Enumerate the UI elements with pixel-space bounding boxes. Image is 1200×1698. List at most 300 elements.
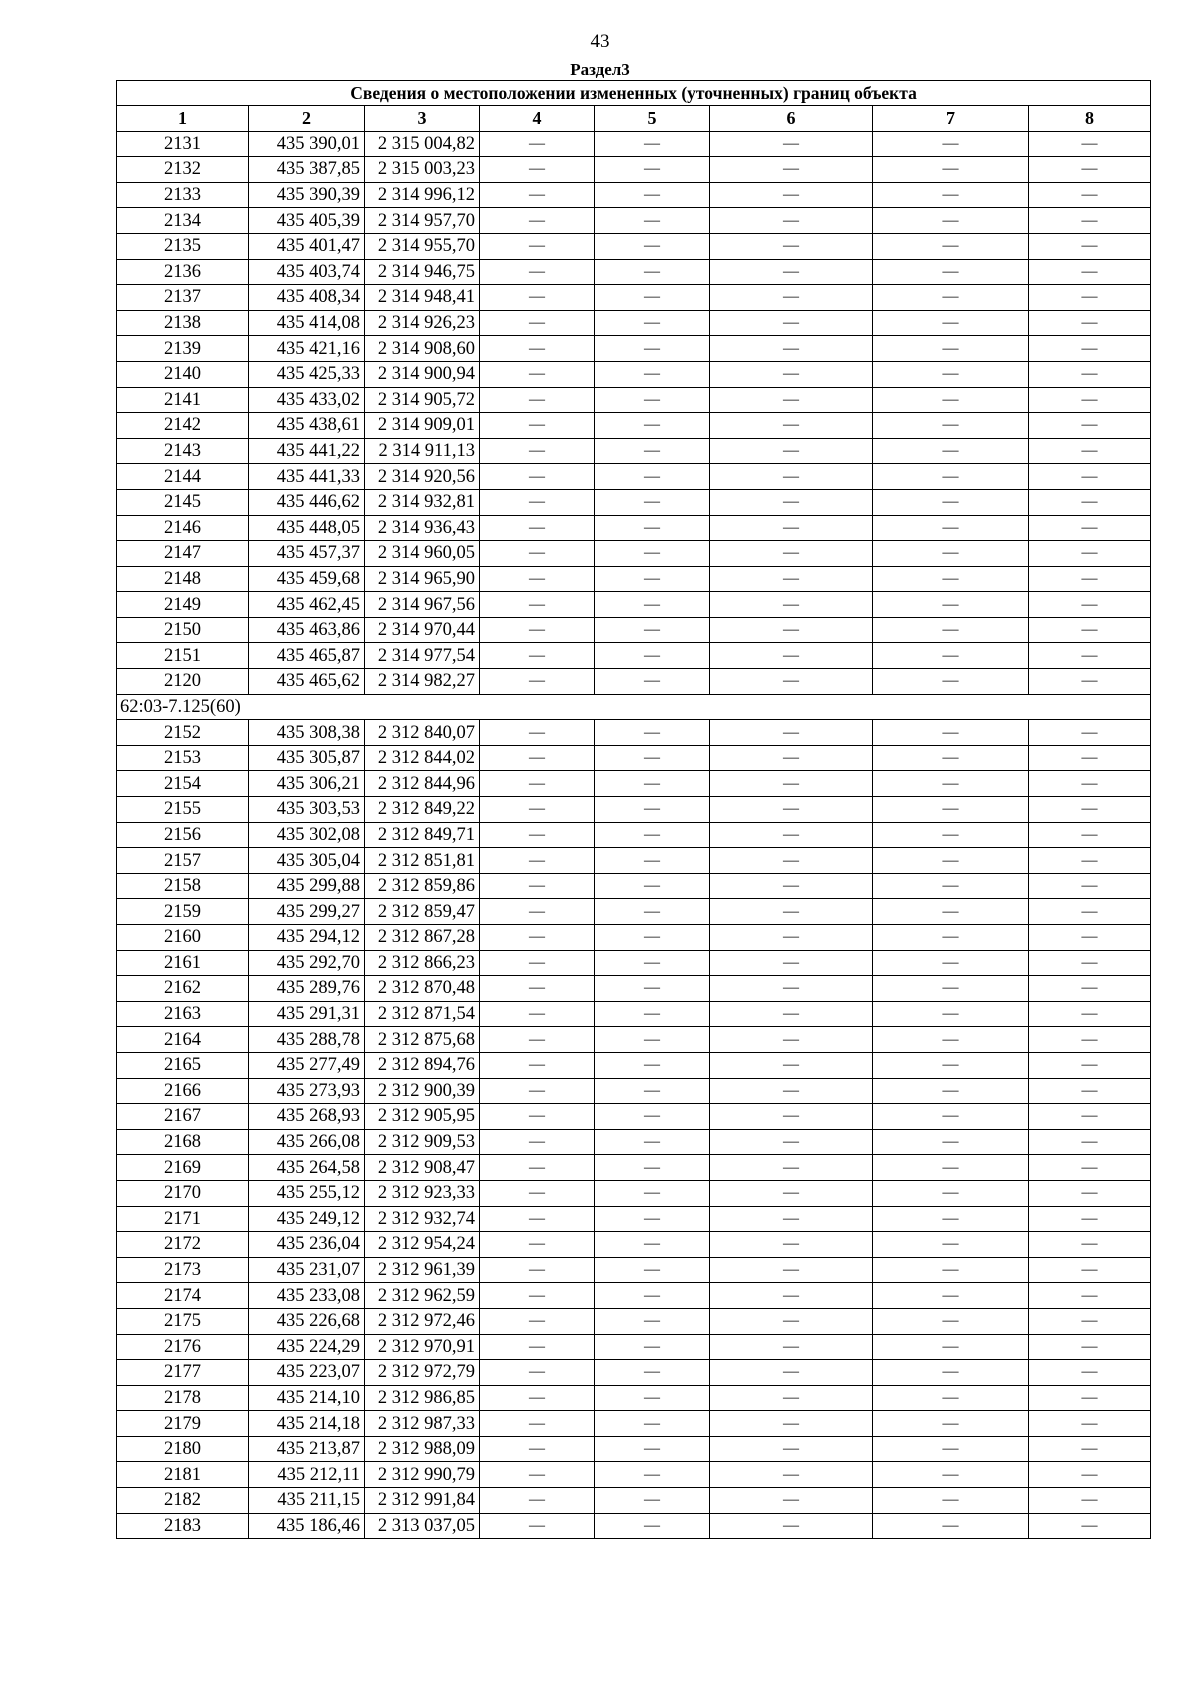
- point-number: 2175: [117, 1308, 249, 1334]
- empty-value: —: [1029, 438, 1151, 464]
- empty-value: —: [1029, 182, 1151, 208]
- coordinate-x: 435 231,07: [249, 1257, 365, 1283]
- empty-value: —: [595, 1308, 710, 1334]
- empty-value: —: [480, 157, 595, 183]
- coordinate-x: 435 226,68: [249, 1308, 365, 1334]
- empty-value: —: [595, 515, 710, 541]
- empty-value: —: [595, 1462, 710, 1488]
- coordinate-y: 2 314 955,70: [365, 233, 480, 259]
- point-number: 2131: [117, 131, 249, 157]
- empty-value: —: [1029, 1462, 1151, 1488]
- coordinate-x: 435 291,31: [249, 1001, 365, 1027]
- table-row: [117, 489, 1151, 515]
- empty-value: —: [710, 208, 873, 234]
- empty-value: —: [710, 157, 873, 183]
- coordinate-x: 435 212,11: [249, 1462, 365, 1488]
- empty-value: —: [480, 413, 595, 439]
- coordinate-y: 2 312 972,79: [365, 1360, 480, 1386]
- table-row: [117, 1078, 1151, 1104]
- point-number: 2132: [117, 157, 249, 183]
- coordinate-x: 435 401,47: [249, 233, 365, 259]
- table-row: [117, 1257, 1151, 1283]
- coordinate-y: 2 312 923,33: [365, 1180, 480, 1206]
- empty-value: —: [873, 336, 1029, 362]
- empty-value: —: [1029, 233, 1151, 259]
- column-header: 1: [117, 106, 249, 132]
- coordinate-y: 2 312 866,23: [365, 950, 480, 976]
- empty-value: —: [710, 387, 873, 413]
- empty-value: —: [873, 208, 1029, 234]
- empty-value: —: [873, 1232, 1029, 1258]
- empty-value: —: [480, 720, 595, 746]
- table-row: [117, 1155, 1151, 1181]
- point-number: 2145: [117, 489, 249, 515]
- point-number: 2135: [117, 233, 249, 259]
- point-number: 2180: [117, 1436, 249, 1462]
- point-number: 2162: [117, 976, 249, 1002]
- table-row: [117, 336, 1151, 362]
- point-number: 2133: [117, 182, 249, 208]
- empty-value: —: [710, 925, 873, 951]
- empty-value: —: [595, 566, 710, 592]
- point-number: 2163: [117, 1001, 249, 1027]
- empty-value: —: [595, 1078, 710, 1104]
- point-number: 2140: [117, 361, 249, 387]
- table-header-row: [117, 106, 1151, 132]
- empty-value: —: [873, 848, 1029, 874]
- table-row: [117, 873, 1151, 899]
- empty-value: —: [873, 541, 1029, 567]
- empty-value: —: [710, 1232, 873, 1258]
- coordinate-x: 435 299,27: [249, 899, 365, 925]
- table-caption-row: [117, 81, 1151, 106]
- point-number: 2173: [117, 1257, 249, 1283]
- coordinate-x: 435 299,88: [249, 873, 365, 899]
- empty-value: —: [1029, 285, 1151, 311]
- empty-value: —: [1029, 1052, 1151, 1078]
- empty-value: —: [1029, 848, 1151, 874]
- empty-value: —: [480, 950, 595, 976]
- point-number: 2146: [117, 515, 249, 541]
- empty-value: —: [480, 566, 595, 592]
- coordinate-x: 435 390,01: [249, 131, 365, 157]
- empty-value: —: [873, 157, 1029, 183]
- table-row: [117, 617, 1151, 643]
- coordinates-table: [116, 80, 1151, 1539]
- empty-value: —: [873, 131, 1029, 157]
- empty-value: —: [1029, 1360, 1151, 1386]
- empty-value: —: [595, 1155, 710, 1181]
- empty-value: —: [873, 1078, 1029, 1104]
- coordinate-x: 435 288,78: [249, 1027, 365, 1053]
- coordinate-y: 2 312 871,54: [365, 1001, 480, 1027]
- empty-value: —: [595, 387, 710, 413]
- empty-value: —: [710, 797, 873, 823]
- empty-value: —: [480, 669, 595, 695]
- empty-value: —: [710, 182, 873, 208]
- empty-value: —: [1029, 1206, 1151, 1232]
- empty-value: —: [1029, 1001, 1151, 1027]
- empty-value: —: [710, 464, 873, 490]
- coordinate-y: 2 312 932,74: [365, 1206, 480, 1232]
- column-header: 6: [710, 106, 873, 132]
- coordinate-y: 2 314 965,90: [365, 566, 480, 592]
- coordinate-y: 2 314 977,54: [365, 643, 480, 669]
- empty-value: —: [1029, 976, 1151, 1002]
- coordinate-x: 435 273,93: [249, 1078, 365, 1104]
- empty-value: —: [710, 1283, 873, 1309]
- empty-value: —: [1029, 720, 1151, 746]
- empty-value: —: [873, 1308, 1029, 1334]
- empty-value: —: [1029, 899, 1151, 925]
- empty-value: —: [1029, 1385, 1151, 1411]
- empty-value: —: [480, 745, 595, 771]
- point-number: 2149: [117, 592, 249, 618]
- empty-value: —: [480, 182, 595, 208]
- empty-value: —: [873, 797, 1029, 823]
- coordinate-y: 2 312 870,48: [365, 976, 480, 1002]
- table-row: [117, 976, 1151, 1002]
- empty-value: —: [1029, 1436, 1151, 1462]
- empty-value: —: [480, 1488, 595, 1514]
- coordinate-x: 435 462,45: [249, 592, 365, 618]
- empty-value: —: [873, 310, 1029, 336]
- table-row: [117, 720, 1151, 746]
- coordinate-x: 435 214,18: [249, 1411, 365, 1437]
- group-header-row: [117, 694, 1151, 720]
- empty-value: —: [480, 1513, 595, 1539]
- coordinate-y: 2 312 970,91: [365, 1334, 480, 1360]
- table-row: [117, 1027, 1151, 1053]
- empty-value: —: [480, 489, 595, 515]
- table-row: [117, 208, 1151, 234]
- point-number: 2168: [117, 1129, 249, 1155]
- coordinate-x: 435 213,87: [249, 1436, 365, 1462]
- point-number: 2177: [117, 1360, 249, 1386]
- empty-value: —: [710, 822, 873, 848]
- empty-value: —: [595, 489, 710, 515]
- coordinate-y: 2 312 954,24: [365, 1232, 480, 1258]
- point-number: 2147: [117, 541, 249, 567]
- empty-value: —: [595, 669, 710, 695]
- coordinate-x: 435 408,34: [249, 285, 365, 311]
- empty-value: —: [1029, 1513, 1151, 1539]
- empty-value: —: [710, 259, 873, 285]
- empty-value: —: [873, 438, 1029, 464]
- empty-value: —: [480, 285, 595, 311]
- empty-value: —: [595, 208, 710, 234]
- empty-value: —: [595, 336, 710, 362]
- empty-value: —: [1029, 745, 1151, 771]
- empty-value: —: [595, 592, 710, 618]
- empty-value: —: [595, 1411, 710, 1437]
- point-number: 2170: [117, 1180, 249, 1206]
- empty-value: —: [480, 1027, 595, 1053]
- empty-value: —: [595, 361, 710, 387]
- table-row: [117, 643, 1151, 669]
- point-number: 2182: [117, 1488, 249, 1514]
- coordinate-x: 435 448,05: [249, 515, 365, 541]
- table-row: [117, 182, 1151, 208]
- empty-value: —: [1029, 1283, 1151, 1309]
- coordinate-x: 435 465,62: [249, 669, 365, 695]
- coordinate-y: 2 312 849,22: [365, 797, 480, 823]
- empty-value: —: [873, 1180, 1029, 1206]
- column-header: 3: [365, 106, 480, 132]
- coordinate-y: 2 314 967,56: [365, 592, 480, 618]
- empty-value: —: [595, 1027, 710, 1053]
- empty-value: —: [710, 873, 873, 899]
- empty-value: —: [595, 1232, 710, 1258]
- empty-value: —: [1029, 310, 1151, 336]
- empty-value: —: [595, 541, 710, 567]
- table-row: [117, 848, 1151, 874]
- empty-value: —: [873, 413, 1029, 439]
- coordinate-y: 2 312 900,39: [365, 1078, 480, 1104]
- empty-value: —: [710, 771, 873, 797]
- empty-value: —: [595, 1052, 710, 1078]
- empty-value: —: [873, 489, 1029, 515]
- empty-value: —: [873, 950, 1029, 976]
- empty-value: —: [595, 310, 710, 336]
- empty-value: —: [710, 1180, 873, 1206]
- empty-value: —: [1029, 950, 1151, 976]
- coordinate-y: 2 312 908,47: [365, 1155, 480, 1181]
- empty-value: —: [873, 233, 1029, 259]
- table-row: [117, 669, 1151, 695]
- point-number: 2148: [117, 566, 249, 592]
- empty-value: —: [873, 925, 1029, 951]
- empty-value: —: [480, 1052, 595, 1078]
- empty-value: —: [873, 1257, 1029, 1283]
- empty-value: —: [710, 1257, 873, 1283]
- empty-value: —: [595, 1129, 710, 1155]
- empty-value: —: [710, 1206, 873, 1232]
- empty-value: —: [1029, 592, 1151, 618]
- empty-value: —: [710, 541, 873, 567]
- point-number: 2150: [117, 617, 249, 643]
- table-row: [117, 1411, 1151, 1437]
- empty-value: —: [710, 566, 873, 592]
- coordinate-x: 435 214,10: [249, 1385, 365, 1411]
- table-row: [117, 361, 1151, 387]
- empty-value: —: [480, 1385, 595, 1411]
- empty-value: —: [595, 233, 710, 259]
- empty-value: —: [710, 1001, 873, 1027]
- coordinate-x: 435 306,21: [249, 771, 365, 797]
- empty-value: —: [710, 720, 873, 746]
- empty-value: —: [710, 1411, 873, 1437]
- coordinate-y: 2 314 920,56: [365, 464, 480, 490]
- point-number: 2159: [117, 899, 249, 925]
- point-number: 2136: [117, 259, 249, 285]
- coordinate-y: 2 315 004,82: [365, 131, 480, 157]
- empty-value: —: [595, 925, 710, 951]
- empty-value: —: [480, 1360, 595, 1386]
- coordinate-y: 2 314 957,70: [365, 208, 480, 234]
- empty-value: —: [873, 259, 1029, 285]
- empty-value: —: [480, 1001, 595, 1027]
- empty-value: —: [873, 643, 1029, 669]
- empty-value: —: [595, 182, 710, 208]
- empty-value: —: [595, 848, 710, 874]
- table-row: [117, 1232, 1151, 1258]
- empty-value: —: [873, 669, 1029, 695]
- table-row: [117, 566, 1151, 592]
- table-row: [117, 1180, 1151, 1206]
- point-number: 2179: [117, 1411, 249, 1437]
- empty-value: —: [1029, 1078, 1151, 1104]
- point-number: 2141: [117, 387, 249, 413]
- empty-value: —: [1029, 1027, 1151, 1053]
- table-row: [117, 259, 1151, 285]
- empty-value: —: [480, 361, 595, 387]
- point-number: 2153: [117, 745, 249, 771]
- table-row: [117, 515, 1151, 541]
- coordinate-x: 435 405,39: [249, 208, 365, 234]
- point-number: 2183: [117, 1513, 249, 1539]
- empty-value: —: [480, 873, 595, 899]
- empty-value: —: [710, 285, 873, 311]
- column-header: 7: [873, 106, 1029, 132]
- table-row: [117, 1462, 1151, 1488]
- empty-value: —: [710, 1462, 873, 1488]
- empty-value: —: [480, 1104, 595, 1130]
- coordinate-y: 2 314 900,94: [365, 361, 480, 387]
- empty-value: —: [873, 1436, 1029, 1462]
- coordinate-y: 2 313 037,05: [365, 1513, 480, 1539]
- coordinate-y: 2 314 936,43: [365, 515, 480, 541]
- empty-value: —: [710, 515, 873, 541]
- empty-value: —: [873, 285, 1029, 311]
- point-number: 2137: [117, 285, 249, 311]
- point-number: 2157: [117, 848, 249, 874]
- table-row: [117, 1283, 1151, 1309]
- coordinate-x: 435 387,85: [249, 157, 365, 183]
- empty-value: —: [710, 1360, 873, 1386]
- point-number: 2158: [117, 873, 249, 899]
- coordinate-y: 2 312 991,84: [365, 1488, 480, 1514]
- empty-value: —: [595, 899, 710, 925]
- empty-value: —: [480, 336, 595, 362]
- empty-value: —: [873, 182, 1029, 208]
- empty-value: —: [873, 976, 1029, 1002]
- point-number: 2176: [117, 1334, 249, 1360]
- empty-value: —: [480, 541, 595, 567]
- empty-value: —: [595, 617, 710, 643]
- coordinate-x: 435 249,12: [249, 1206, 365, 1232]
- coordinate-x: 435 441,33: [249, 464, 365, 490]
- empty-value: —: [710, 1385, 873, 1411]
- empty-value: —: [1029, 387, 1151, 413]
- table-row: [117, 745, 1151, 771]
- coordinate-y: 2 312 844,96: [365, 771, 480, 797]
- empty-value: —: [595, 1104, 710, 1130]
- table-row: [117, 464, 1151, 490]
- empty-value: —: [1029, 925, 1151, 951]
- empty-value: —: [710, 669, 873, 695]
- empty-value: —: [595, 822, 710, 848]
- empty-value: —: [595, 1001, 710, 1027]
- empty-value: —: [873, 745, 1029, 771]
- table-row: [117, 925, 1151, 951]
- empty-value: —: [595, 1180, 710, 1206]
- empty-value: —: [710, 233, 873, 259]
- empty-value: —: [480, 1257, 595, 1283]
- point-number: 2152: [117, 720, 249, 746]
- empty-value: —: [873, 771, 1029, 797]
- coordinate-y: 2 312 986,85: [365, 1385, 480, 1411]
- empty-value: —: [480, 797, 595, 823]
- coordinate-y: 2 312 988,09: [365, 1436, 480, 1462]
- table-row: [117, 285, 1151, 311]
- point-number: 2172: [117, 1232, 249, 1258]
- empty-value: —: [480, 1436, 595, 1462]
- empty-value: —: [873, 720, 1029, 746]
- table-row: [117, 438, 1151, 464]
- coordinate-x: 435 255,12: [249, 1180, 365, 1206]
- empty-value: —: [710, 1513, 873, 1539]
- point-number: 2142: [117, 413, 249, 439]
- coordinate-y: 2 314 946,75: [365, 259, 480, 285]
- empty-value: —: [710, 1436, 873, 1462]
- empty-value: —: [873, 899, 1029, 925]
- empty-value: —: [480, 1411, 595, 1437]
- empty-value: —: [710, 745, 873, 771]
- empty-value: —: [480, 1129, 595, 1155]
- empty-value: —: [710, 489, 873, 515]
- table-row: [117, 541, 1151, 567]
- coordinate-x: 435 446,62: [249, 489, 365, 515]
- empty-value: —: [873, 1334, 1029, 1360]
- coordinate-y: 2 314 996,12: [365, 182, 480, 208]
- empty-value: —: [873, 1283, 1029, 1309]
- empty-value: —: [1029, 515, 1151, 541]
- coordinate-x: 435 266,08: [249, 1129, 365, 1155]
- table-row: [117, 1129, 1151, 1155]
- empty-value: —: [595, 1385, 710, 1411]
- empty-value: —: [873, 1385, 1029, 1411]
- empty-value: —: [480, 233, 595, 259]
- column-header: 4: [480, 106, 595, 132]
- coordinate-y: 2 314 926,23: [365, 310, 480, 336]
- empty-value: —: [873, 1052, 1029, 1078]
- coordinate-x: 435 292,70: [249, 950, 365, 976]
- coordinate-x: 435 441,22: [249, 438, 365, 464]
- table-row: [117, 310, 1151, 336]
- column-header: 5: [595, 106, 710, 132]
- coordinate-y: 2 312 990,79: [365, 1462, 480, 1488]
- column-header: 8: [1029, 106, 1151, 132]
- empty-value: —: [710, 848, 873, 874]
- point-number: 2165: [117, 1052, 249, 1078]
- empty-value: —: [480, 515, 595, 541]
- coordinate-x: 435 459,68: [249, 566, 365, 592]
- empty-value: —: [480, 208, 595, 234]
- point-number: 2178: [117, 1385, 249, 1411]
- coordinate-x: 435 433,02: [249, 387, 365, 413]
- empty-value: —: [595, 1206, 710, 1232]
- point-number: 2181: [117, 1462, 249, 1488]
- empty-value: —: [1029, 1155, 1151, 1181]
- coordinate-x: 435 233,08: [249, 1283, 365, 1309]
- empty-value: —: [480, 976, 595, 1002]
- empty-value: —: [480, 1206, 595, 1232]
- empty-value: —: [710, 336, 873, 362]
- coordinate-x: 435 390,39: [249, 182, 365, 208]
- empty-value: —: [1029, 336, 1151, 362]
- coordinate-y: 2 312 962,59: [365, 1283, 480, 1309]
